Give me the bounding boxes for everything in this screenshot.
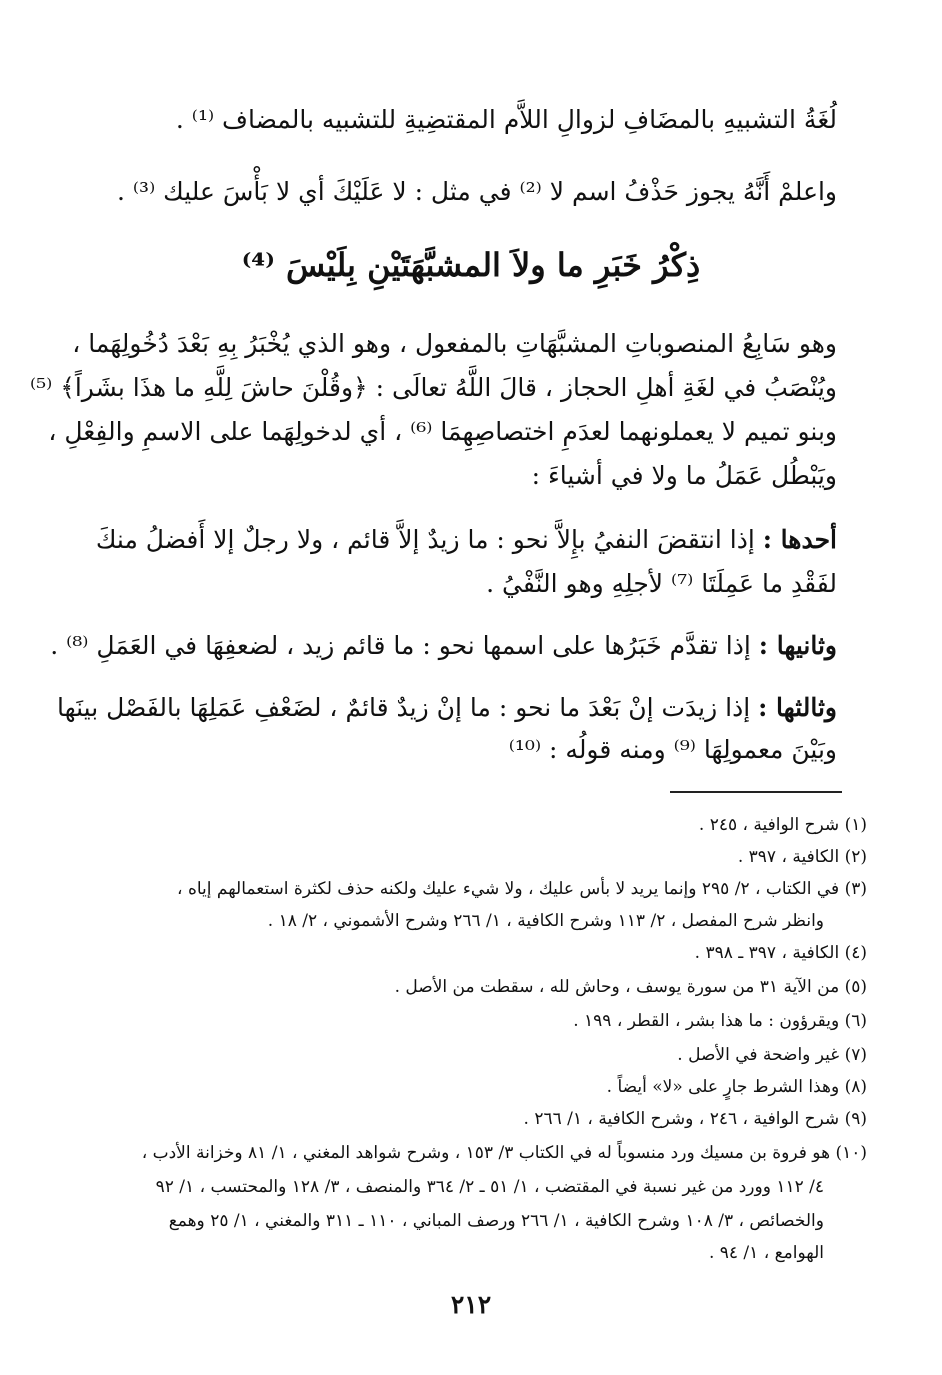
item-label: وثانيها : xyxy=(758,631,837,660)
item-text: إذا انتقضَ النفيُ بإِلاَّ نحو : ما زيدٌ إلاَّ قائم ، ولا رجلٌ إلا أَفضلُ منكَ xyxy=(95,525,755,554)
text-line xyxy=(95,520,837,560)
item-text: إذا تقدَّم خَبَرُها على اسمها نحو : ما قائم زيد ، لضعفِهَا في العَمَلِ ⁽⁸⁾ . xyxy=(50,631,751,660)
text-line xyxy=(50,626,837,666)
text-line: لفَقْدِ ما عَمِلَتَا ⁽⁷⁾ لأجلِهِ وهو النَّفْيُ . xyxy=(486,569,837,598)
footnote-continuation: والخصائص ، ٣/ ١٠٨ وشرح الكافية ، ١/ ٢٦٦ ورصف المباني ، ١١٠ ـ ٣١١ والمغني ، ١/ ٢٥ وهمع xyxy=(168,1211,824,1231)
footnote-divider xyxy=(670,791,842,793)
footnote-continuation: وانظر شرح المفصل ، ٢/ ١١٣ وشرح الكافية ، ١/ ٢٦٦ وشرح الأشموني ، ٢/ ١٨ . xyxy=(267,911,824,931)
footnote: (٩) شرح الوافية ، ٢٤٦ ، وشرح الكافية ، ١/ ٢٦٦ . xyxy=(523,1109,867,1129)
text-line: ويَبْطُل عَمَلُ ما ولا في أشياءَ : xyxy=(531,461,837,490)
footnote-continuation: ٤/ ١١٢ وورد من غير نسبة في المقتضب ، ١/ ٥١ ـ ٢/ ٣٦٤ والمنصف ، ٣/ ١٢٨ والمحتسب ، ١/ ٩٢ xyxy=(155,1177,824,1197)
text-line: واعلمْ أَنَّهُ يجوز حَذْفُ اسم لا ⁽²⁾ في مثل : لا عَلَيْكَ أي لا بَأْسَ عليك ⁽³⁾ . xyxy=(116,177,837,206)
item-label: أحدها : xyxy=(762,525,837,554)
footnote: (٤) الكافية ، ٣٩٧ ـ ٣٩٨ . xyxy=(694,943,867,963)
section-heading: ذِكْرُ خَبَرِ ما ولاَ المشبَّهَتَيْنِ بِلَيْسَ ⁽⁴⁾ xyxy=(241,246,701,284)
text-line xyxy=(56,688,837,728)
text-line: وبَيْنَ معمولِهَا ⁽⁹⁾ ومنه قولُه : ⁽¹⁰⁾ xyxy=(508,735,837,764)
item-text: إذا زيدَت إنْ بَعْدَ ما نحو : ما إنْ زيدٌ قائمٌ ، لضَعْفِ عَمَلِهَا بالفَصْل بينَها xyxy=(56,693,751,722)
footnote: (٧) غير واضحة في الأصل . xyxy=(677,1045,867,1065)
text-line: وهو سَابِعُ المنصوباتِ المشبَّهَاتِ بالمفعول ، وهو الذي يُخْبَرُ بِهِ بَعْدَ دُخُولِهَما ، xyxy=(72,329,837,358)
text-line: وبنو تميم لا يعملونهما لعدَمِ اختصاصِهِمَا ⁽⁶⁾ ، أي لدخولِهَما على الاسمِ والفِعْلِ ، xyxy=(48,417,837,446)
footnote-continuation: الهوامع ، ١/ ٩٤ . xyxy=(708,1243,824,1263)
footnote: (١) شرح الوافية ، ٢٤٥ . xyxy=(698,815,867,835)
item-label: وثالثها : xyxy=(758,693,837,722)
footnote: (٥) من الآية ٣١ من سورة يوسف ، وحاش لله ، سقطت من الأصل . xyxy=(394,977,867,997)
footnote: (٣) في الكتاب ، ٢/ ٢٩٥ وإنما يريد لا بأس عليك ، ولا شيء عليك ولكنه حذف لكثرة استعمالهم إياه ، xyxy=(177,879,867,899)
text-line: لُغَةُ التشبيهِ بالمضَافِ لزوالِ اللاَّم المقتضِيةِ للتشبيه بالمضاف ⁽¹⁾ . xyxy=(175,105,837,134)
text-line: ويُنْصَبُ في لغَةِ أهلِ الحجاز ، قالَ اللَّهُ تعالَى : ﴿وقُلْنَ حاشَ لِلَّهِ ما هذَا بشَراً﴾ ⁽⁵⁾ xyxy=(29,373,837,402)
footnote: (٢) الكافية ، ٣٩٧ . xyxy=(737,847,867,867)
page-number: ٢١٢ xyxy=(450,1290,492,1319)
footnote: (١٠) هو فروة بن مسيك ورد منسوباً له في الكتاب ٣/ ١٥٣ ، وشرح شواهد المغني ، ١/ ٨١ وخزانة الأدب ، xyxy=(141,1143,867,1163)
footnote: (٦) ويقرؤون : ما هذا بشر ، القطر ، ١٩٩ . xyxy=(573,1011,867,1031)
footnote: (٨) وهذا الشرط جارٍ على «لا» أيضاً . xyxy=(606,1077,867,1097)
